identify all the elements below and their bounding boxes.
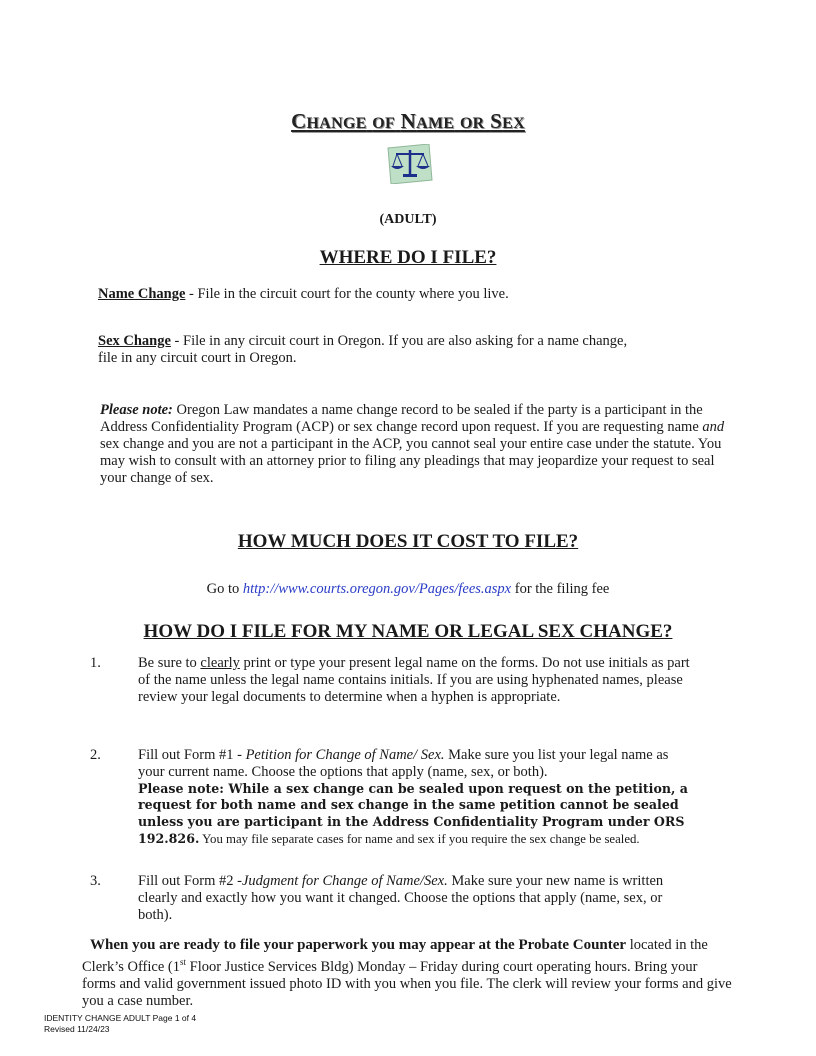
step-2-text: Fill out Form #1 - Petition for Change of Name/ Sex. Make sure you list your legal name as your current name. Choose the options that apply (name, sex, or both). Please note: While a sex change can be sealed upon request on the petition, a request for both name and sex change in the same petition cannot be sealed unless you are participant in the Address Confidentiality Program under ORS 192.826. You may file separate cases for name and sex if you require the sex change be sealed. bbox=[138, 747, 688, 846]
please-note-paragraph: Please note: Oregon Law mandates a name change record to be sealed if the party is a participant in the Address Confidentiality Program (ACP) or sex change record upon request. If you are requesting name and sex change and you are not a participant in the ACP, you cannot seal your entire case under the statute. You may wish to consult with an attorney prior to filing any pleadings that may jeopardize your request to seal your change of sex. bbox=[100, 402, 725, 486]
fee-line: Go to http://www.courts.oregon.gov/Pages/fees.aspx for the filing fee bbox=[206, 581, 610, 597]
step-3-text: Fill out Form #2 -Judgment for Change of Name/Sex. Make sure your new name is written clearly and exactly how you want it changed. Choose the options that apply (name, sex, or both). bbox=[138, 873, 664, 923]
step-number: 2. bbox=[90, 747, 101, 763]
sex-change-paragraph: Sex Change - File in any circuit court in Oregon. If you are also asking for a name change, file in any circuit court in Oregon. bbox=[98, 333, 628, 366]
page-footer: IDENTITY CHANGE ADULT Page 1 of 4 Revised 11/24/23 bbox=[44, 1013, 197, 1034]
where-heading: WHERE DO I FILE? bbox=[319, 247, 497, 268]
step-number: 3. bbox=[90, 873, 101, 889]
step-1-text: Be sure to clearly print or type your present legal name on the forms. Do not use initials as part of the name unless the legal name contains initials. If you are using hyphenated names, please review your legal documents to determine when a hyphen is appropriate. bbox=[138, 655, 690, 705]
cost-heading: HOW MUCH DOES IT COST TO FILE? bbox=[237, 531, 579, 552]
filing-instructions: When you are ready to file your paperwork you may appear at the Probate Counter located in the Clerk’s Office (1st Floor Justice Services Bldg) Monday – Friday during court operating hours. Bring your forms and valid government issued photo ID with you when you file. The clerk will review your forms and give you a case number. bbox=[82, 937, 732, 1009]
scales-of-justice-icon bbox=[385, 144, 435, 184]
name-change-paragraph: Name Change - File in the circuit court for the county where you live. bbox=[98, 286, 509, 302]
subtitle: (ADULT) bbox=[379, 212, 437, 227]
fee-link[interactable]: http://www.courts.oregon.gov/Pages/fees.aspx bbox=[242, 581, 512, 597]
page-title: CHANGE OF NAME OR SEX bbox=[291, 109, 525, 133]
step-number: 1. bbox=[90, 655, 101, 671]
how-heading: HOW DO I FILE FOR MY NAME OR LEGAL SEX CHANGE? bbox=[143, 621, 673, 642]
